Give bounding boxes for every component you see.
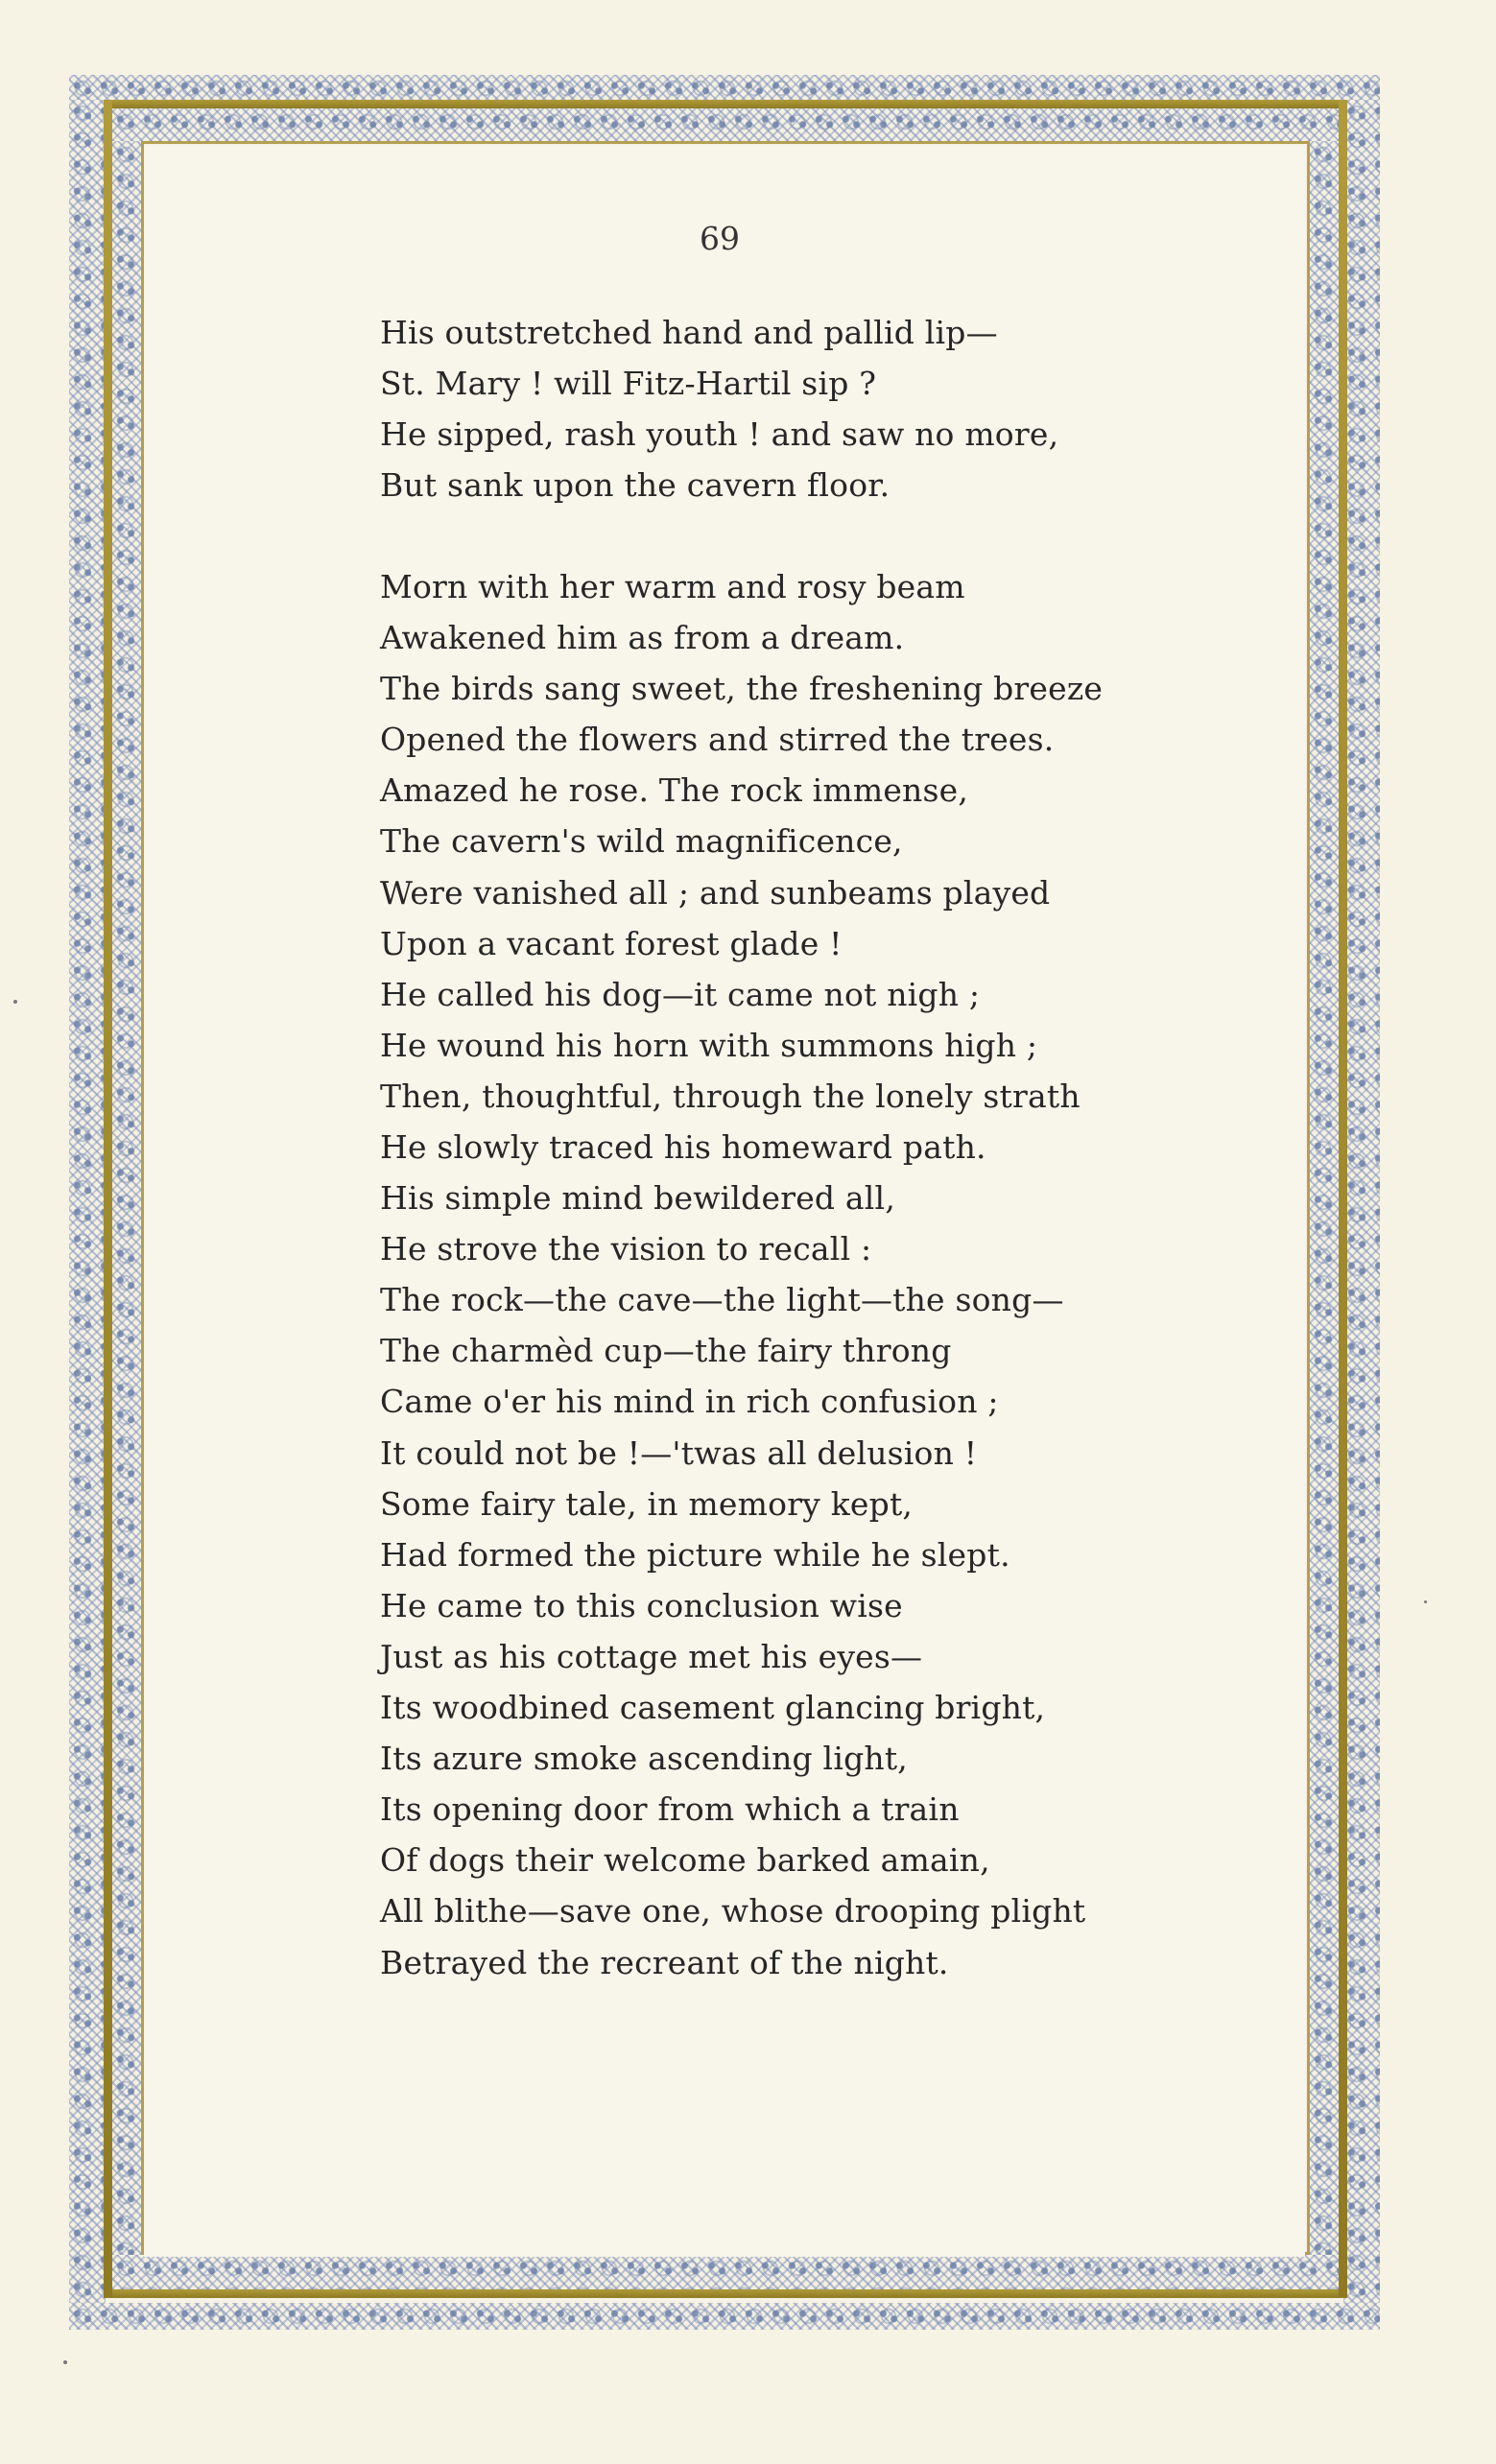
border-inner-ornament-bottom — [112, 2255, 1339, 2289]
border-gold-rule-left — [104, 100, 112, 2298]
paper-speck — [13, 1000, 17, 1004]
poem-line: Just as his cottage met his eyes— — [380, 1637, 923, 1675]
poem-line: Were vanished all ; and sunbeams played — [380, 873, 1051, 912]
border-gold-rule-bottom — [104, 2289, 1347, 2298]
page-number: 69 — [700, 220, 740, 257]
paper-speck — [1424, 1600, 1427, 1603]
poem-line: He strove the vision to recall : — [380, 1230, 872, 1268]
poem-line: Its opening door from which a train — [380, 1790, 960, 1829]
border-ornament-bottom — [69, 2303, 1380, 2330]
border-inner-ornament-right — [1310, 141, 1339, 2255]
poem-line: He came to this conclusion wise — [380, 1586, 903, 1624]
poem-line: Of dogs their welcome barked amain, — [380, 1841, 990, 1880]
poem-line: The charmèd cup—the fairy throng — [380, 1332, 952, 1370]
border-gold-rule-top — [104, 100, 1347, 108]
poem-line: His simple mind bewildered all, — [380, 1179, 896, 1218]
border-ornament-left — [69, 100, 106, 2303]
paper-speck — [63, 2360, 67, 2364]
poem-line: Awakened him as from a dream. — [380, 619, 905, 657]
poem-body — [380, 307, 1244, 1988]
poem-line: All blithe—save one, whose drooping plight — [380, 1892, 1086, 1931]
poem-line: Its azure smoke ascending light, — [380, 1740, 908, 1778]
poem-line: Upon a vacant forest glade ! — [380, 924, 843, 962]
border-thin-rule-top — [141, 141, 1310, 144]
poem-line: Its woodbined casement glancing bright, — [380, 1689, 1046, 1727]
border-gold-rule-right — [1339, 100, 1347, 2298]
border-ornament-right — [1343, 100, 1380, 2303]
poem-line: But sank upon the cavern floor. — [380, 466, 890, 505]
stanza-1 — [380, 307, 1244, 510]
poem-line: Amazed he rose. The rock immense, — [380, 771, 969, 810]
poem-line: He sipped, rash youth ! and saw no more, — [380, 415, 1059, 454]
poem-line: His outstretched hand and pallid lip— — [380, 314, 998, 351]
border-ornament-top — [69, 75, 1380, 100]
poem-line: He wound his horn with summons high ; — [380, 1026, 1038, 1064]
border-inner-ornament-top — [112, 108, 1339, 141]
border-thin-rule-right — [1307, 141, 1310, 2255]
poem-line: He called his dog—it came not nigh ; — [380, 975, 981, 1013]
poem-line: The cavern's wild magnificence, — [380, 822, 903, 861]
border-inner-ornament-left — [112, 141, 141, 2255]
poem-line: Opened the flowers and stirred the trees. — [380, 721, 1055, 759]
poem-line: Had formed the picture while he slept. — [380, 1535, 1010, 1574]
poem-line: Morn with her warm and rosy beam — [380, 567, 965, 605]
poem-line: Betrayed the recreant of the night. — [380, 1943, 949, 1981]
poem-line: The birds sang sweet, the freshening breeze — [380, 670, 1104, 708]
poem-line: Some fairy tale, in memory kept, — [380, 1484, 914, 1523]
poem-line: St. Mary ! will Fitz-Hartil sip ? — [380, 365, 877, 403]
poem-line: The rock—the cave—the light—the song— — [380, 1281, 1064, 1319]
poem-line: It could not be !—'twas all delusion ! — [380, 1433, 978, 1472]
poem-line: Came o'er his mind in rich confusion ; — [380, 1383, 999, 1421]
poem-line: He slowly traced his homeward path. — [380, 1128, 986, 1166]
stanza-2 — [380, 561, 1244, 1988]
poem-line: Then, thoughtful, through the lonely strath — [380, 1077, 1080, 1115]
